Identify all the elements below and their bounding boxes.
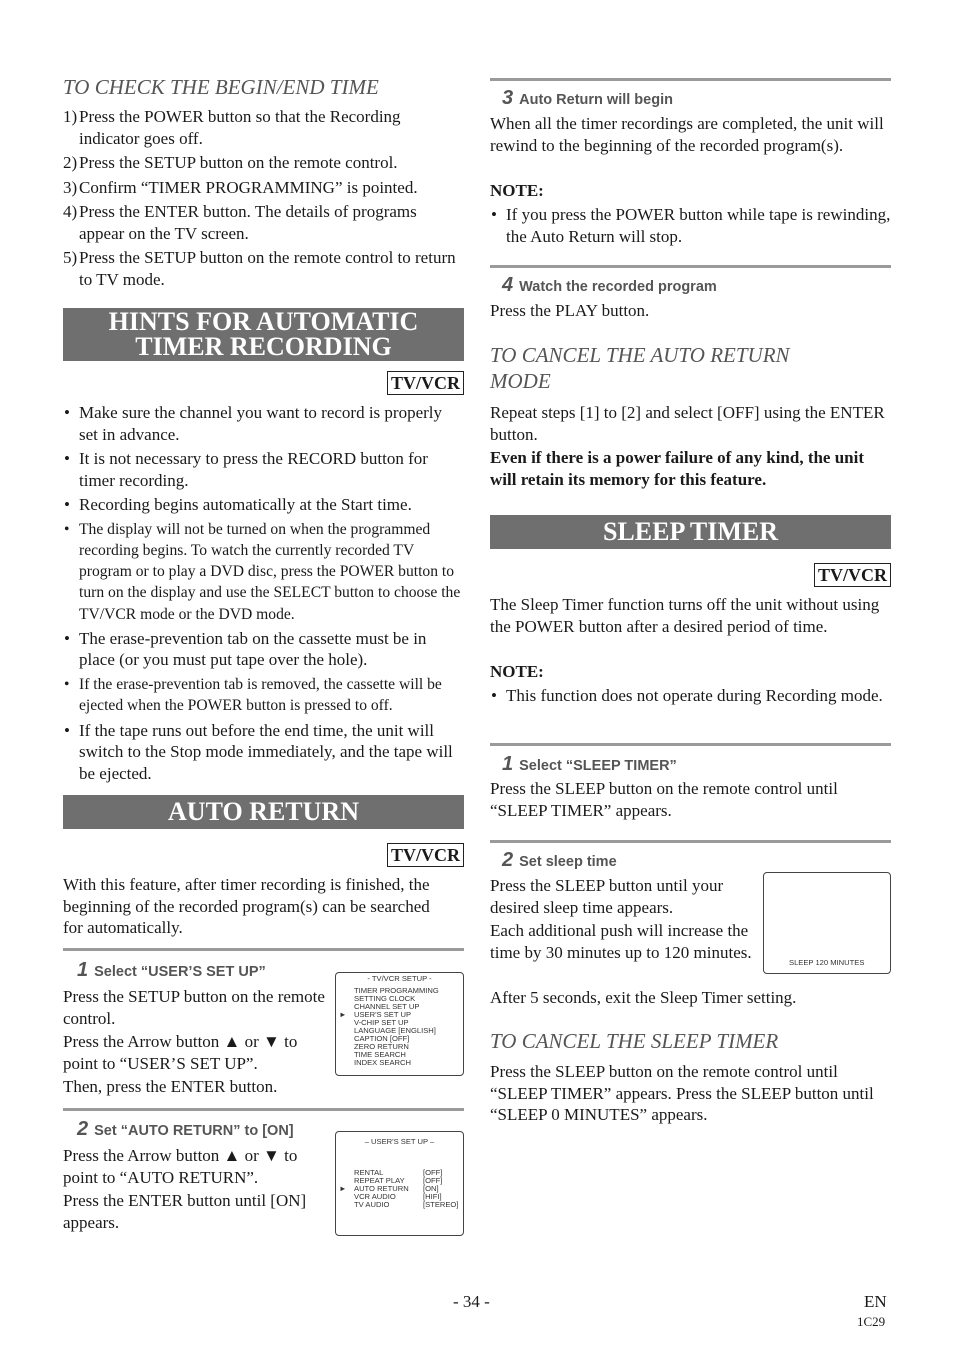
check-time-heading: TO CHECK THE BEGIN/END TIME	[63, 75, 379, 99]
check-step: 5) Press the SETUP button on the remote control to return to TV mode.	[63, 248, 456, 289]
sleep-intro: The Sleep Timer function turns off the unit without using the POWER button after a desired period of time.	[490, 595, 880, 636]
note-item: • If you press the POWER button while tape is rewinding, the Auto Return will stop.	[491, 205, 891, 246]
cancel-auto-return-heading: TO CANCEL THE AUTO RETURN MODE	[490, 343, 790, 393]
step-divider	[490, 78, 891, 81]
screen-menu-values: [OFF] [OFF] [ON] [HIFI] [STEREO]	[423, 1168, 459, 1209]
check-step: 3) Confirm “TIMER PROGRAMMING” is pointed.	[63, 177, 418, 197]
tvvcr-badge: TV/VCR	[387, 371, 464, 395]
hints-banner: HINTS FOR AUTOMATIC TIMER RECORDING	[63, 308, 464, 361]
check-step: 4) Press the ENTER button. The details of programs appear on the TV screen.	[63, 202, 417, 243]
step-2-heading: 2 Set “AUTO RETURN” to [ON]	[77, 1118, 294, 1140]
check-steps-list	[63, 106, 464, 290]
step-1-heading: 1 Select “USER’S SET UP”	[77, 959, 266, 981]
step-divider	[490, 840, 891, 843]
sleep-step-2-body: Press the SLEEP button until your desired sleep time appears. Each additional push will increase the time by 30 minutes up to 120 minutes.	[490, 876, 752, 962]
check-step: 2) Press the SETUP button on the remote control.	[63, 153, 398, 172]
step-divider	[490, 743, 891, 746]
step-divider	[63, 1108, 464, 1111]
screen-cursor: ►	[339, 1010, 347, 1019]
screen-cursor: ►	[339, 1184, 347, 1193]
cancel-sleep-heading: TO CANCEL THE SLEEP TIMER	[490, 1029, 779, 1053]
power-failure-note: Even if there is a power failure of any kind, the unit will retain its memory for this feature.	[490, 448, 865, 489]
hint-item: • The display will not be turned on when the programmed recording begins. To watch the currently recorded TV program or to play a DVD disc, press the POWER button to turn on the display and use the SELECT button to choose the TV/VCR mode or the DVD mode.	[64, 520, 461, 623]
document-code: 1C29	[857, 1314, 886, 1329]
screen-title: – USER'S SET UP –	[364, 1137, 435, 1146]
hint-item: • If the tape runs out before the end time, the unit will switch to the Stop mode immediately, and the tape will be ejected.	[64, 720, 453, 783]
screen-menu: TIMER PROGRAMMING SETTING CLOCK CHANNEL SET UP USER'S SET UP V-CHIP SET UP LANGUAGE [ENGLISH] CAPTION [OFF] ZERO RETURN TIME SEARCH INDEX SEARCH	[354, 986, 439, 1067]
sleep-timer-screen	[763, 872, 891, 974]
hint-item: • Recording begins automatically at the Start time.	[64, 495, 412, 514]
tvvcr-badge: TV/VCR	[814, 563, 891, 587]
step-3-text: When all the timer recordings are completed, the unit will rewind to the beginning of the recorded program(s).	[490, 114, 884, 155]
language-code: EN	[864, 1292, 887, 1311]
step-3-heading: 3 Auto Return will begin	[502, 87, 673, 109]
screen-title: - TV/VCR SETUP -	[367, 974, 432, 983]
check-step: 1) Press the POWER button so that the Recording indicator goes off.	[63, 107, 401, 148]
step-divider	[63, 948, 464, 951]
note-item: • This function does not operate during Recording mode.	[491, 686, 883, 705]
auto-return-banner: AUTO RETURN	[63, 795, 464, 829]
tvvcr-badge: TV/VCR	[387, 843, 464, 867]
hint-item: • If the erase-prevention tab is removed, the cassette will be ejected when the POWER button is pressed to off.	[64, 675, 442, 715]
step-1-body: Press the SETUP button on the remote control. Press the Arrow button ▲ or ▼ to point to “USER’S SET UP”. Then, press the ENTER button.	[63, 987, 325, 1096]
sleep-step-2-exit: After 5 seconds, exit the Sleep Timer setting.	[490, 988, 797, 1007]
note-label: NOTE:	[490, 181, 544, 200]
hint-item: • It is not necessary to press the RECORD button for timer recording.	[64, 449, 428, 490]
hints-list	[63, 402, 464, 784]
page-number: - 34 -	[453, 1292, 490, 1311]
note-label: NOTE:	[490, 662, 544, 681]
step-2-body: Press the Arrow button ▲ or ▼ to point to “AUTO RETURN”. Press the ENTER button until [ON] appears.	[63, 1146, 307, 1232]
sleep-step-1-text: Press the SLEEP button on the remote control until “SLEEP TIMER” appears.	[490, 779, 838, 820]
tvvcr-setup-screen	[335, 972, 464, 1076]
users-setup-screen	[335, 1131, 464, 1236]
hint-item: • Make sure the channel you want to record is properly set in advance.	[64, 403, 443, 444]
screen-menu-labels: RENTAL REPEAT PLAY AUTO RETURN VCR AUDIO TV AUDIO	[354, 1168, 409, 1209]
hint-item: • The erase-prevention tab on the cassette must be in place (or you must put tape over the hole).	[64, 628, 427, 670]
sleep-step-2-heading: 2 Set sleep time	[502, 849, 617, 871]
cancel-sleep-text: Press the SLEEP button on the remote control until “SLEEP TIMER” appears. Press the SLEEP button until “SLEEP 0 MINUTES” appears.	[490, 1062, 874, 1124]
step-4-text: Press the PLAY button.	[490, 301, 650, 320]
sleep-screen-text: SLEEP 120 MINUTES	[789, 958, 865, 967]
step-4-heading: 4 Watch the recorded program	[502, 274, 717, 296]
auto-return-intro: With this feature, after timer recording is finished, the beginning of the recorded program(s) can be searched for automatically.	[63, 875, 430, 937]
step-divider	[490, 265, 891, 268]
sleep-timer-banner: SLEEP TIMER	[490, 515, 891, 549]
cancel-auto-return-text: Repeat steps [1] to [2] and select [OFF] using the ENTER button.	[490, 403, 885, 444]
sleep-step-1-heading: 1 Select “SLEEP TIMER”	[502, 753, 677, 775]
